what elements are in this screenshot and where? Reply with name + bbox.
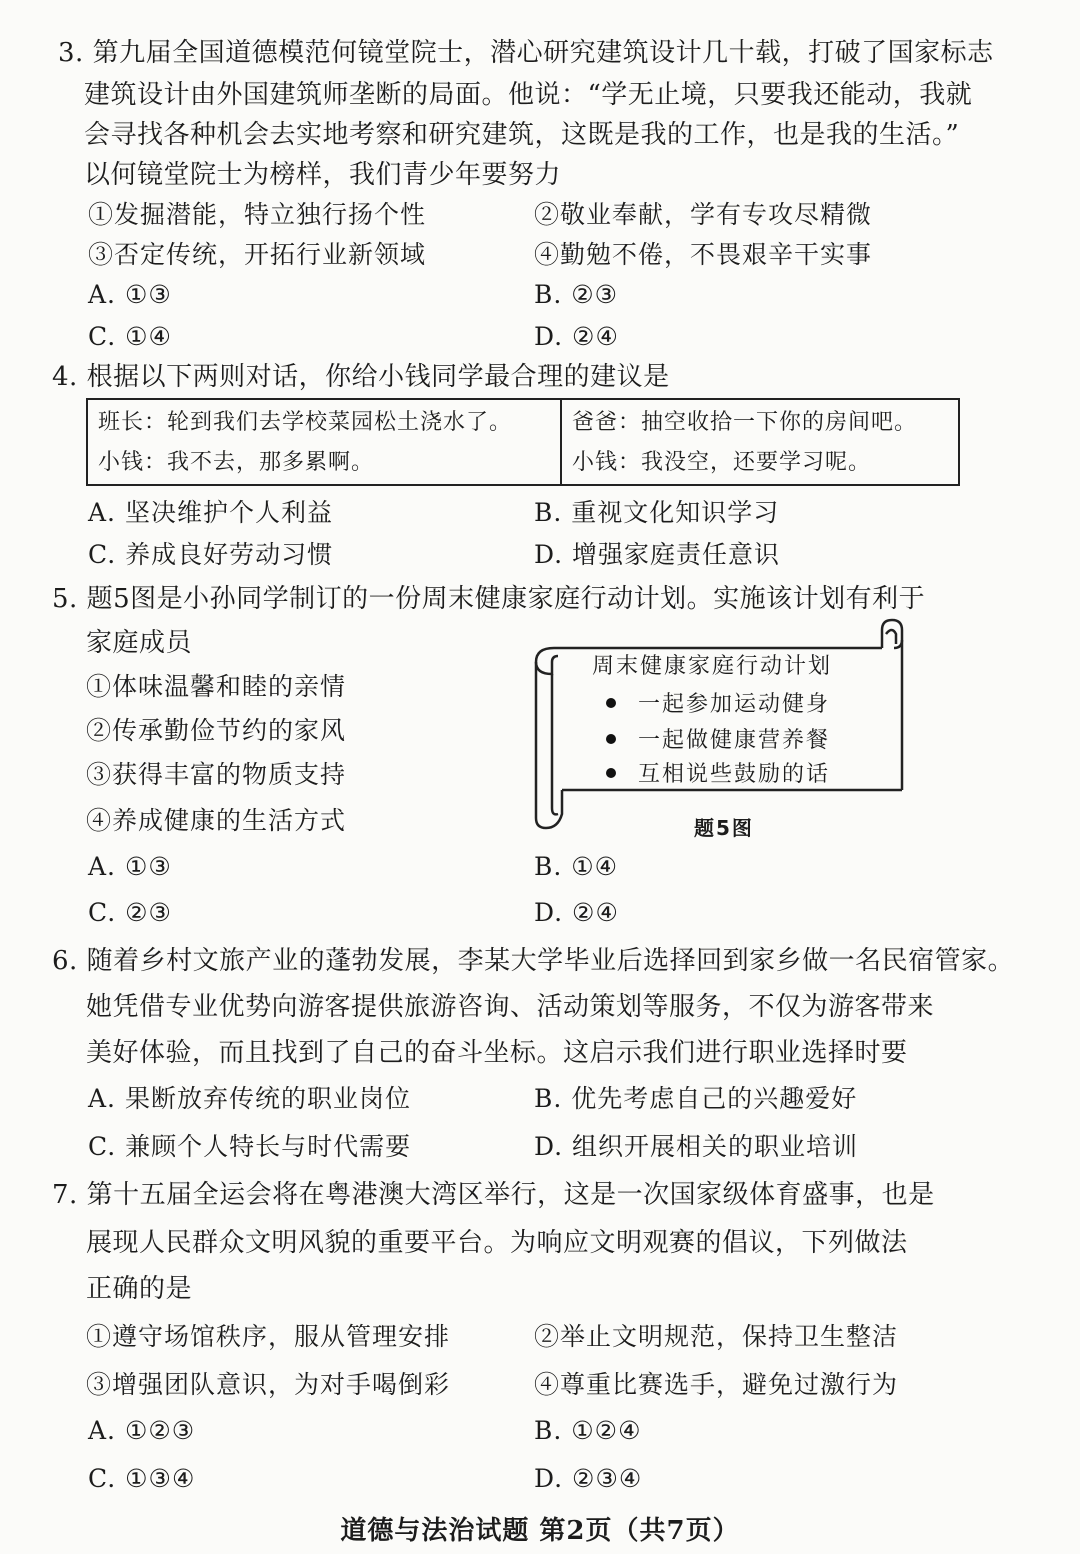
q5-item: ③获得丰富的物质支持 bbox=[86, 760, 347, 789]
q4-option-d: D. 增强家庭责任意识 bbox=[534, 540, 781, 569]
table-divider bbox=[560, 400, 562, 484]
q5-option-d: D. ②④ bbox=[534, 898, 619, 927]
plan-bullet bbox=[606, 760, 830, 790]
q6-option-d: D. 组织开展相关的职业培训 bbox=[534, 1132, 859, 1161]
dialogue-left-line: 班长：轮到我们去学校菜园松土浇水了。 bbox=[98, 410, 513, 435]
q4-stem-line: 4. 根据以下两则对话，你给小钱同学最合理的建议是 bbox=[52, 362, 670, 392]
q5-option-b: B. ①④ bbox=[534, 852, 619, 881]
plan-bullet-text: 一起参加运动健身 bbox=[638, 692, 831, 717]
q7-option-b: B. ①②④ bbox=[534, 1416, 642, 1445]
q3-stem-line: 会寻找各种机会去实地考察和研究建筑，这既是我的工作，也是我的生活。” bbox=[84, 120, 960, 150]
q5-item: ②传承勤俭节约的家风 bbox=[86, 716, 347, 745]
q4-option-b: B. 重视文化知识学习 bbox=[534, 498, 780, 527]
dialogue-right-line: 爸爸：抽空收拾一下你的房间吧。 bbox=[572, 410, 918, 435]
q7-option-a: A. ①②③ bbox=[88, 1416, 196, 1445]
bullet-dot-icon bbox=[606, 734, 616, 744]
q7-option-c: C. ①③④ bbox=[88, 1464, 196, 1493]
q7-option-d: D. ②③④ bbox=[534, 1464, 643, 1493]
q6-stem-line: 她凭借专业优势向游客提供旅游咨询、活动策划等服务，不仅为游客带来 bbox=[86, 992, 935, 1022]
dialogue-right-line: 小钱：我没空，还要学习呢。 bbox=[572, 450, 872, 475]
q4-option-c: C. 养成良好劳动习惯 bbox=[88, 540, 334, 569]
q6-option-a: A. 果断放弃传统的职业岗位 bbox=[88, 1084, 411, 1113]
plan-bullet bbox=[606, 690, 830, 720]
q5-item: ④养成健康的生活方式 bbox=[86, 806, 347, 835]
q7-item: ①遵守场馆秩序，服从管理安排 bbox=[86, 1322, 451, 1351]
q5-item: ①体味温馨和睦的亲情 bbox=[86, 672, 347, 701]
q7-item: ④尊重比赛选手，避免过激行为 bbox=[534, 1370, 899, 1399]
q6-stem-line: 美好体验，而且找到了自己的奋斗坐标。这启示我们进行职业选择时要 bbox=[86, 1038, 908, 1068]
q7-item: ③增强团队意识，为对手喝倒彩 bbox=[86, 1370, 451, 1399]
q6-option-b: B. 优先考虑自己的兴趣爱好 bbox=[534, 1084, 858, 1113]
q3-option-d: D. ②④ bbox=[534, 322, 619, 351]
dialogue-left-line: 小钱：我不去，那多累啊。 bbox=[98, 450, 375, 475]
q5-stem-line: 5. 题5图是小孙同学制订的一份周末健康家庭行动计划。实施该计划有利于 bbox=[52, 584, 926, 614]
q7-stem-line: 正确的是 bbox=[86, 1274, 193, 1304]
q4-option-a: A. 坚决维护个人利益 bbox=[88, 498, 333, 527]
q3-stem-line: 以何镜堂院士为榜样，我们青少年要努力 bbox=[84, 160, 562, 190]
q7-stem-line: 7. 第十五届全运会将在粤港澳大湾区举行，这是一次国家级体育盛事，也是 bbox=[52, 1180, 935, 1210]
figure-caption: 题5图 bbox=[694, 816, 754, 840]
bullet-dot-icon bbox=[606, 768, 616, 778]
q3-item: ③否定传统，开拓行业新领域 bbox=[88, 240, 427, 269]
q3-item: ④勤勉不倦，不畏艰辛干实事 bbox=[534, 240, 873, 269]
page-footer: 道德与法治试题 第2页（共7页） bbox=[340, 1516, 740, 1546]
q3-stem-line: 3. 第九届全国道德模范何镜堂院士，潜心研究建筑设计几十载，打破了国家标志 bbox=[58, 38, 994, 68]
q3-item: ①发掘潜能，特立独行扬个性 bbox=[88, 200, 427, 229]
bullet-dot-icon bbox=[606, 698, 616, 708]
q6-option-c: C. 兼顾个人特长与时代需要 bbox=[88, 1132, 412, 1161]
q5-option-c: C. ②③ bbox=[88, 898, 172, 927]
q3-option-a: A. ①③ bbox=[88, 280, 172, 309]
q5-option-a: A. ①③ bbox=[88, 852, 172, 881]
q3-item: ②敬业奉献，学有专攻尽精微 bbox=[534, 200, 873, 229]
q6-stem-line: 6. 随着乡村文旅产业的蓬勃发展，李某大学毕业后选择回到家乡做一名民宿管家。 bbox=[52, 946, 1015, 976]
plan-bullet bbox=[606, 726, 830, 756]
q3-option-c: C. ①④ bbox=[88, 322, 172, 351]
q7-stem-line: 展现人民群众文明风貌的重要平台。为响应文明观赛的倡议，下列做法 bbox=[86, 1228, 908, 1258]
plan-title: 周末健康家庭行动计划 bbox=[592, 654, 833, 679]
q7-item: ②举止文明规范，保持卫生整洁 bbox=[534, 1322, 899, 1351]
q3-option-b: B. ②③ bbox=[534, 280, 619, 309]
q5-stem-line: 家庭成员 bbox=[86, 628, 193, 658]
plan-bullet-text: 互相说些鼓励的话 bbox=[638, 762, 831, 787]
plan-bullet-text: 一起做健康营养餐 bbox=[638, 728, 831, 753]
plan-scroll-figure bbox=[530, 618, 920, 834]
dialogue-table bbox=[86, 398, 960, 486]
q3-stem-line: 建筑设计由外国建筑师垄断的局面。他说：“学无止境，只要我还能动，我就 bbox=[84, 80, 973, 110]
